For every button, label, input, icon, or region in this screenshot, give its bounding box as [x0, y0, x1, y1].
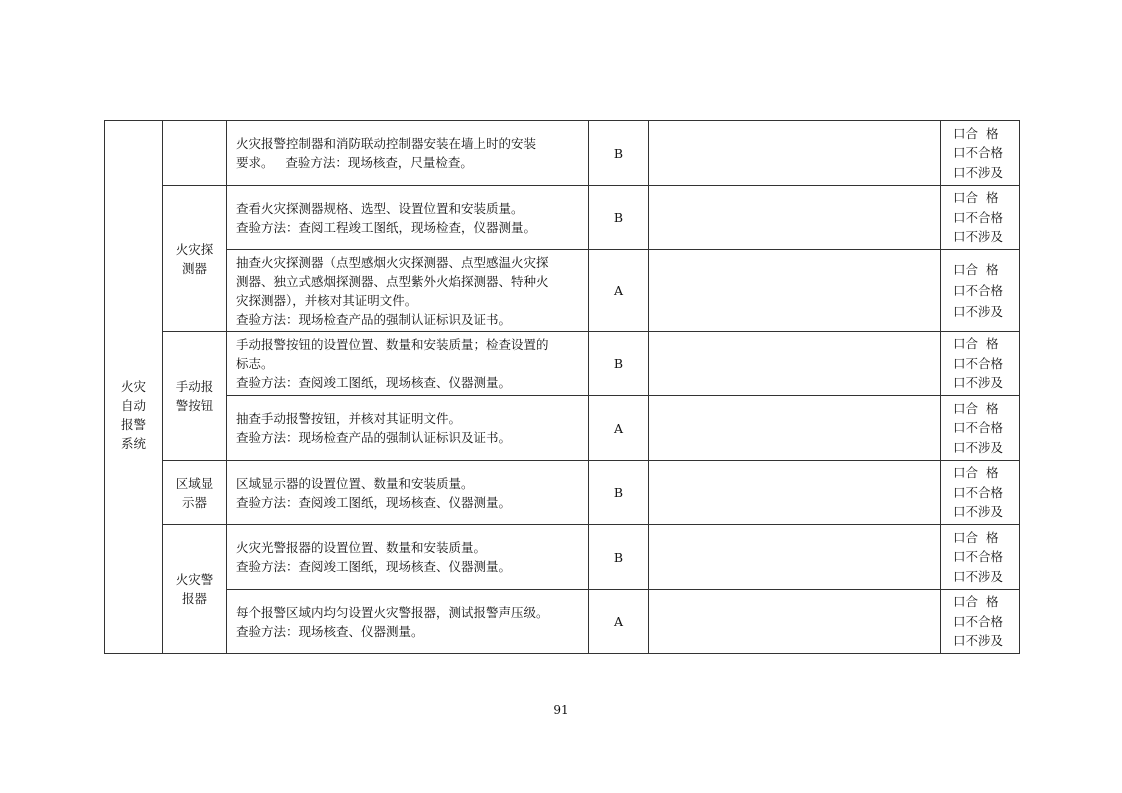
content-line: 抽查火灾探测器（点型感烟火灾探测器、点型感温火灾探	[236, 254, 549, 270]
option-fail[interactable]: 口不合格	[953, 355, 1004, 371]
content-line: 测器、独立式感烟探测器、点型紫外火焰探测器、特种火	[236, 273, 549, 289]
content-line: 手动报警按钮的设置位置、数量和安装质量；检查设置的	[236, 337, 549, 352]
option-pass[interactable]: 口合 格	[953, 336, 999, 352]
content-cell	[227, 525, 589, 590]
content-cell	[227, 590, 589, 654]
content-line: 火灾报警控制器和消防联动控制器安装在墙上时的安装	[236, 136, 537, 151]
content-line: 抽查手动报警按钮，并核对其证明文件。	[236, 411, 462, 426]
page-number: 91	[553, 703, 569, 717]
options-cell	[941, 461, 1020, 525]
content-line: 查验方法：查阅工程竣工图纸，现场检查，仪器测量。	[236, 219, 537, 235]
content-line: 查验方法：现场核查、仪器测量。	[236, 623, 424, 639]
level-grade: B	[613, 210, 624, 225]
content-cell	[227, 396, 589, 461]
result-cell[interactable]	[649, 121, 941, 186]
content-line: 查验方法：现场检查产品的强制认证标识及证书。	[236, 430, 512, 445]
option-pass[interactable]: 口合 格	[953, 529, 999, 545]
level-grade: B	[613, 549, 624, 565]
system-name: 火灾 自动 报警 系统	[120, 378, 146, 451]
content-line: 查验方法：现场检查产品的强制认证标识及证书。	[236, 311, 512, 327]
level-cell	[589, 590, 649, 654]
content-cell	[227, 461, 589, 525]
result-cell[interactable]	[649, 332, 941, 396]
option-pass[interactable]: 口合 格	[953, 594, 999, 610]
category-cell	[163, 332, 227, 461]
content-line: 查验方法：查阅竣工图纸，现场核查、仪器测量。	[236, 375, 512, 390]
options-cell	[941, 332, 1020, 396]
option-fail[interactable]: 口不合格	[953, 613, 1004, 629]
result-cell[interactable]	[649, 250, 941, 332]
table-row	[105, 461, 1020, 525]
category-label: 手动报 警按钮	[175, 379, 214, 413]
option-fail[interactable]: 口不合格	[953, 484, 1004, 500]
level-cell	[589, 186, 649, 250]
content-cell	[227, 186, 589, 250]
content-line: 查验方法：查阅竣工图纸，现场核查、仪器测量。	[236, 494, 512, 510]
category-label: 火灾警 报器	[175, 572, 214, 606]
options-cell	[941, 396, 1020, 461]
option-na[interactable]: 口不涉及	[953, 504, 1004, 520]
category-cell	[163, 121, 227, 186]
category-cell	[163, 525, 227, 654]
content-cell	[227, 332, 589, 396]
level-grade: B	[613, 145, 624, 161]
level-grade: A	[613, 283, 624, 298]
table-row	[105, 121, 1020, 186]
category-label: 火灾探 测器	[175, 241, 214, 276]
content-line: 火灾光警报器的设置位置、数量和安装质量。	[236, 540, 487, 555]
inspection-table	[104, 120, 1020, 654]
level-cell	[589, 461, 649, 525]
option-na[interactable]: 口不涉及	[953, 633, 1004, 649]
option-pass[interactable]: 口合 格	[953, 125, 999, 141]
table-row	[105, 250, 1020, 332]
option-na[interactable]: 口不涉及	[953, 439, 1004, 455]
result-cell[interactable]	[649, 525, 941, 590]
options-cell	[941, 121, 1020, 186]
level-grade: A	[613, 420, 624, 436]
table-row	[105, 590, 1020, 654]
option-pass[interactable]: 口合 格	[953, 465, 999, 481]
content-line: 查验方法：查阅竣工图纸，现场核查、仪器测量。	[236, 559, 512, 574]
level-grade: B	[613, 356, 624, 371]
option-na[interactable]: 口不涉及	[953, 568, 1004, 584]
level-cell	[589, 525, 649, 590]
option-pass[interactable]: 口合 格	[953, 262, 999, 277]
table-row	[105, 525, 1020, 590]
result-cell[interactable]	[649, 590, 941, 654]
options-cell	[941, 250, 1020, 332]
result-cell[interactable]	[649, 396, 941, 461]
content-line: 查看火灾探测器规格、选型、设置位置和安装质量。	[236, 200, 524, 216]
option-na[interactable]: 口不涉及	[953, 304, 1004, 319]
options-cell	[941, 590, 1020, 654]
category-cell	[163, 186, 227, 332]
option-pass[interactable]: 口合 格	[953, 400, 999, 416]
category-label: 区域显 示器	[175, 475, 214, 510]
content-line: 要求。 查验方法：现场核查，尺量检查。	[236, 155, 473, 170]
content-line: 标志。	[236, 356, 274, 371]
option-fail[interactable]: 口不合格	[953, 549, 1004, 565]
level-grade: A	[613, 614, 624, 629]
option-fail[interactable]: 口不合格	[953, 283, 1004, 298]
option-pass[interactable]: 口合 格	[953, 190, 999, 206]
content-line: 每个报警区域内均匀设置火灾警报器，测试报警声压级。	[236, 604, 549, 620]
result-cell[interactable]	[649, 461, 941, 525]
content-line: 灾探测器），并核对其证明文件。	[236, 292, 418, 308]
option-na[interactable]: 口不涉及	[953, 164, 1004, 180]
options-cell	[941, 525, 1020, 590]
level-cell	[589, 250, 649, 332]
table-row	[105, 396, 1020, 461]
content-line: 区域显示器的设置位置、数量和安装质量。	[236, 475, 474, 491]
system-name-cell	[105, 121, 163, 654]
result-cell[interactable]	[649, 186, 941, 250]
option-fail[interactable]: 口不合格	[953, 420, 1004, 436]
table-row	[105, 186, 1020, 250]
level-cell	[589, 332, 649, 396]
content-cell	[227, 250, 589, 332]
category-cell	[163, 461, 227, 525]
level-grade: B	[613, 485, 624, 500]
level-cell	[589, 396, 649, 461]
level-cell	[589, 121, 649, 186]
table-row	[105, 332, 1020, 396]
option-na[interactable]: 口不涉及	[953, 375, 1004, 391]
option-na[interactable]: 口不涉及	[953, 229, 1004, 245]
content-cell	[227, 121, 589, 186]
option-fail[interactable]: 口不合格	[953, 145, 1004, 161]
options-cell	[941, 186, 1020, 250]
option-fail[interactable]: 口不合格	[953, 209, 1004, 225]
